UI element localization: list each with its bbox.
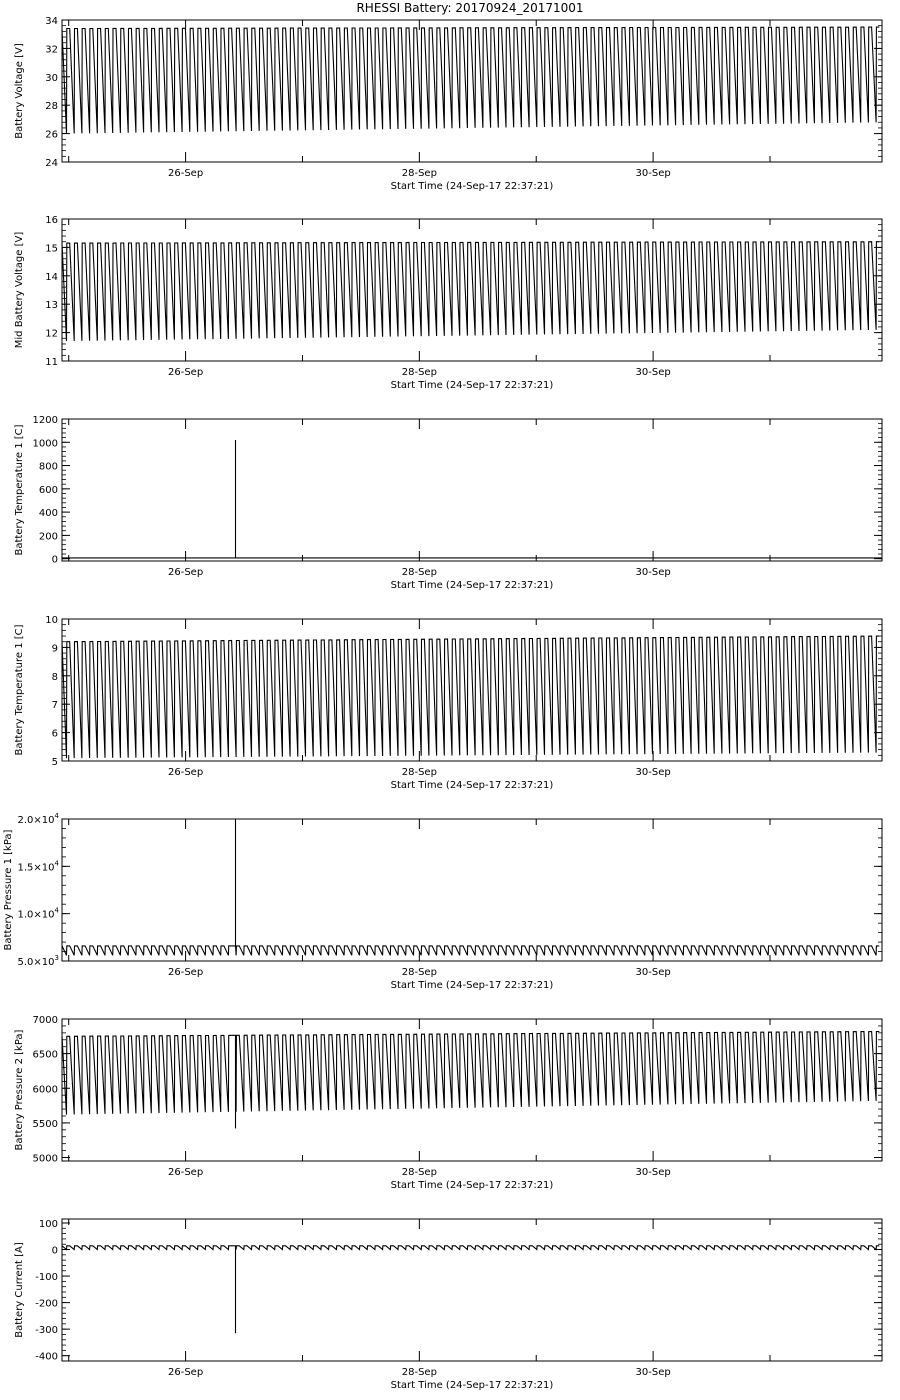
y-tick-label: 400 (38, 508, 58, 520)
x-tick-label: 30-Sep (635, 1367, 671, 1378)
y-tick-label (18, 812, 60, 826)
chart-panel-3 (14, 415, 882, 591)
y-tick-label: 800 (38, 461, 58, 473)
plot-frame (62, 1019, 882, 1161)
y-tick-label: 5000 (32, 1153, 58, 1165)
y-axis-label: Battery Current [A] (14, 1242, 25, 1338)
x-tick-label: 26-Sep (167, 1367, 204, 1378)
y-axis-label: Battery Temperature 1 [C] (14, 624, 25, 756)
y-tick-label: 6000 (32, 1084, 58, 1096)
y-axis-label: Battery Pressure 1 [kPa] (3, 829, 14, 951)
x-axis-label: Start Time (24-Sep-17 22:37:21) (390, 780, 554, 791)
y-tick-label: 1200 (32, 415, 58, 426)
x-tick-label: 30-Sep (635, 367, 671, 378)
y-tick-label (18, 954, 59, 968)
y-tick-label: 100 (38, 1218, 58, 1230)
y-tick-label: 1000 (32, 438, 58, 450)
y-tick-exponent: 4 (54, 906, 59, 915)
x-tick-label: 28-Sep (401, 367, 437, 378)
y-tick-label: 11 (45, 357, 58, 368)
x-axis-label: Start Time (24-Sep-17 22:37:21) (390, 580, 554, 591)
y-tick-mantissa: 5.0×10 (17, 957, 55, 968)
series-line (62, 1246, 879, 1333)
y-tick-label: 0 (51, 1245, 58, 1257)
plot-frame (62, 819, 882, 961)
y-tick-label: 6 (51, 728, 58, 740)
x-axis-label: Start Time (24-Sep-17 22:37:21) (390, 380, 554, 391)
x-tick-label: 28-Sep (401, 967, 437, 978)
y-axis-label: Mid Battery Voltage [V] (14, 231, 25, 349)
x-axis-label: Start Time (24-Sep-17 22:37:21) (390, 181, 554, 192)
x-tick-label: 28-Sep (401, 168, 437, 179)
series-line (62, 440, 882, 558)
y-axis-label: Battery Voltage [V] (14, 43, 25, 139)
y-axis-label: Battery Temperature 1 [C] (14, 424, 25, 556)
chart-panel-1 (14, 16, 882, 192)
chart-panel-6 (14, 1015, 882, 1191)
y-tick-label: 7 (51, 700, 58, 712)
series-line (62, 636, 879, 758)
x-tick-label: 28-Sep (401, 1167, 437, 1178)
y-tick-exponent: 4 (54, 812, 59, 820)
x-tick-label: 26-Sep (167, 767, 204, 778)
x-tick-label: 26-Sep (167, 367, 204, 378)
x-tick-label: 26-Sep (167, 1167, 204, 1178)
y-tick-label: 15 (45, 243, 58, 255)
y-tick-label: 200 (38, 531, 58, 543)
x-tick-label: 30-Sep (635, 1167, 671, 1178)
x-tick-label: 28-Sep (401, 567, 437, 578)
y-tick-mantissa: 2.0×10 (17, 815, 55, 826)
y-tick-label: 0 (51, 554, 58, 566)
series-line (62, 819, 879, 955)
y-tick-label: 26 (45, 129, 58, 141)
y-tick-label: 14 (45, 271, 58, 283)
plot-frame (62, 219, 882, 361)
y-tick-label: 5500 (32, 1118, 58, 1130)
y-tick-label: 12 (45, 328, 58, 340)
y-tick-label: 13 (45, 300, 58, 312)
y-tick-label: -200 (35, 1298, 58, 1310)
x-tick-label: 26-Sep (167, 967, 204, 978)
x-tick-label: 30-Sep (635, 767, 671, 778)
x-tick-label: 28-Sep (401, 767, 437, 778)
y-tick-label: -300 (35, 1325, 58, 1337)
y-tick-mantissa: 1.0×10 (17, 909, 55, 921)
y-tick-label: 24 (45, 158, 58, 169)
y-tick-label: 32 (45, 44, 58, 56)
y-tick-label: -400 (35, 1351, 58, 1363)
y-tick-exponent: 3 (54, 954, 59, 962)
x-tick-label: 28-Sep (401, 1367, 437, 1378)
y-tick-label: 16 (45, 215, 58, 226)
plot-frame (62, 619, 882, 761)
chart-panel-2 (14, 215, 882, 391)
chart-panel-7 (14, 1219, 882, 1391)
x-axis-label: Start Time (24-Sep-17 22:37:21) (390, 980, 554, 991)
y-tick-label: 9 (51, 643, 58, 655)
chart-panel-4 (14, 615, 882, 791)
series-line (62, 1032, 879, 1129)
x-tick-label: 30-Sep (635, 168, 671, 179)
x-tick-label: 26-Sep (167, 567, 204, 578)
page-title: RHESSI Battery: 20170924_20171001 (356, 1, 584, 15)
x-tick-label: 30-Sep (635, 967, 671, 978)
y-tick-exponent: 4 (54, 859, 59, 868)
y-tick-label: -100 (35, 1272, 58, 1284)
y-tick-label: 600 (38, 484, 58, 496)
y-tick-label: 28 (45, 101, 58, 113)
y-tick-label: 8 (51, 671, 58, 683)
y-tick-label: 10 (45, 615, 58, 626)
y-tick-mantissa: 1.5×10 (17, 862, 55, 874)
x-tick-label: 26-Sep (167, 168, 204, 179)
plot-frame (62, 1219, 882, 1361)
plot-frame (62, 419, 882, 561)
y-tick-label: 34 (45, 16, 58, 27)
y-tick-label: 7000 (32, 1015, 58, 1026)
y-tick-label: 30 (45, 72, 58, 84)
y-axis-label: Battery Pressure 2 [kPa] (14, 1029, 25, 1151)
y-tick-label: 5 (51, 757, 58, 768)
x-tick-label: 30-Sep (635, 567, 671, 578)
chart-panel-5 (3, 812, 882, 991)
x-axis-label: Start Time (24-Sep-17 22:37:21) (390, 1380, 554, 1391)
y-tick-label (18, 907, 60, 921)
series-line (62, 27, 879, 134)
x-axis-label: Start Time (24-Sep-17 22:37:21) (390, 1180, 554, 1191)
y-tick-label: 6500 (32, 1049, 58, 1061)
y-tick-label (18, 859, 60, 873)
series-line (62, 242, 879, 341)
